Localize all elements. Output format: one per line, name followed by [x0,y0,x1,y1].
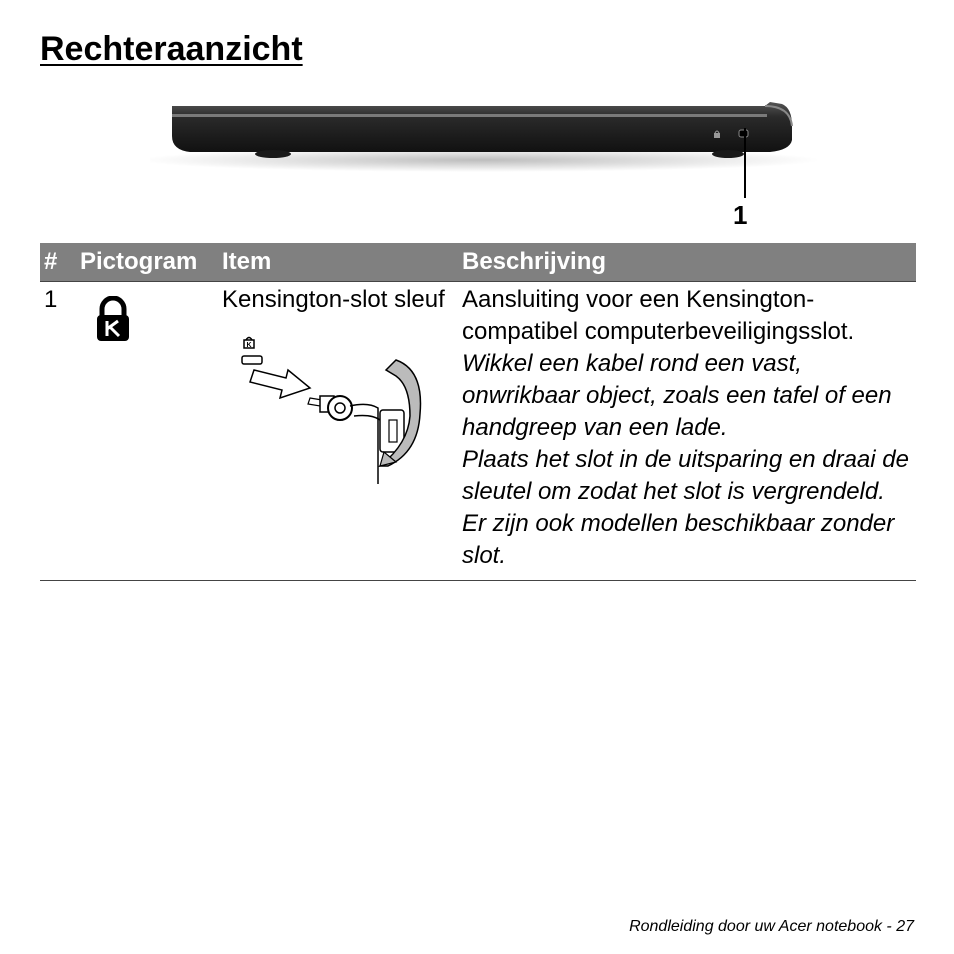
callout-number: 1 [733,200,748,230]
header-number: # [40,243,76,282]
row-number: 1 [40,282,76,581]
item-label: Kensington-slot sleuf [222,286,445,313]
row-description [458,282,916,581]
laptop-right-side-image [150,96,830,196]
table-row [40,282,916,581]
row-item [218,282,458,581]
ports-table [40,243,916,581]
table-header-row [40,243,916,282]
kensington-lock-illustration [238,336,428,486]
page-title: Rechteraanzicht [40,30,303,68]
description-text: Aansluiting voor een Kensington-compatibel computerbeveiligingsslot. [462,286,855,345]
header-item: Item [218,243,458,282]
description-note: Wikkel een kabel rond een vast, onwrikbaar object, zoals een tafel of een handgreep van een lade. [462,350,892,441]
callout-line [744,128,746,198]
svg-text:K: K [246,342,252,349]
row-pictogram [76,282,218,581]
page-footer: Rondleiding door uw Acer notebook - 27 [629,918,914,935]
description-note: Plaats het slot in de uitsparing en draai de sleutel om zodat het slot is vergrendeld. [462,446,909,505]
description-note: Er zijn ook modellen beschikbaar zonder slot. [462,510,895,569]
header-description: Beschrijving [458,243,916,282]
header-pictogram: Pictogram [76,243,218,282]
kensington-lock-icon [96,296,130,342]
